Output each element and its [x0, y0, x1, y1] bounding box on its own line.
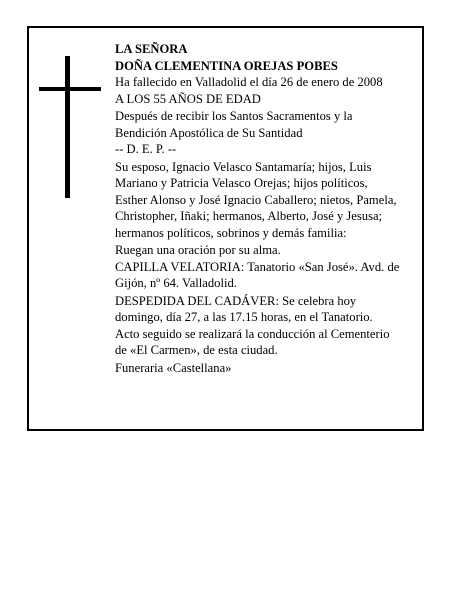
funeral-home-line: Funeraria «Castellana» — [115, 360, 232, 375]
farewell-line-2: domingo, día 27, a las 17.15 horas, en el Tanatorio. — [115, 310, 373, 324]
obituary-text — [115, 41, 420, 376]
cross-horizontal-bar — [39, 87, 101, 91]
chapel-line-2: Gijón, nº 64. Valladolid. — [115, 276, 237, 290]
cross-vertical-bar — [65, 56, 70, 198]
cross-icon — [39, 56, 101, 198]
farewell-line-4: de «El Carmen», de esta ciudad. — [115, 343, 278, 357]
family-line-2: Mariano y Patricia Velasco Orejas; hijos políticos, — [115, 176, 368, 190]
family-line-3: Esther Alonso y José Ignacio Caballero; nietos, Pamela, — [115, 192, 397, 207]
family-line-5: hermanos políticos, sobrinos y demás familia: — [115, 225, 347, 240]
sacraments-line-1: Después de recibir los Santos Sacramentos y la — [115, 109, 353, 123]
age-line: A LOS 55 AÑOS DE EDAD — [115, 91, 261, 106]
farewell-line-1: DESPEDIDA DEL CADÁVER: Se celebra hoy — [115, 293, 357, 308]
death-announcement: Ha fallecido en Valladolid el día 26 de enero de 2008 — [115, 75, 383, 89]
notice-title: LA SEÑORA — [115, 42, 188, 56]
obituary-notice — [27, 26, 424, 431]
sacraments-line-2: Bendición Apostólica de Su Santidad — [115, 125, 303, 140]
chapel-line-1: CAPILLA VELATORIA: Tanatorio «San José». Avd. de — [115, 259, 400, 274]
family-line-4: Christopher, Iñaki; hermanos, Alberto, José y Jesusa; — [115, 209, 383, 223]
rip-line: -- D. E. P. -- — [115, 142, 177, 156]
deceased-name: DOÑA CLEMENTINA OREJAS POBES — [115, 58, 338, 73]
farewell-line-3: Acto seguido se realizará la conducción al Cementerio — [115, 326, 390, 341]
prayer-line: Ruegan una oración por su alma. — [115, 243, 281, 257]
family-line-1: Su esposo, Ignacio Velasco Santamaría; hijos, Luis — [115, 159, 372, 174]
